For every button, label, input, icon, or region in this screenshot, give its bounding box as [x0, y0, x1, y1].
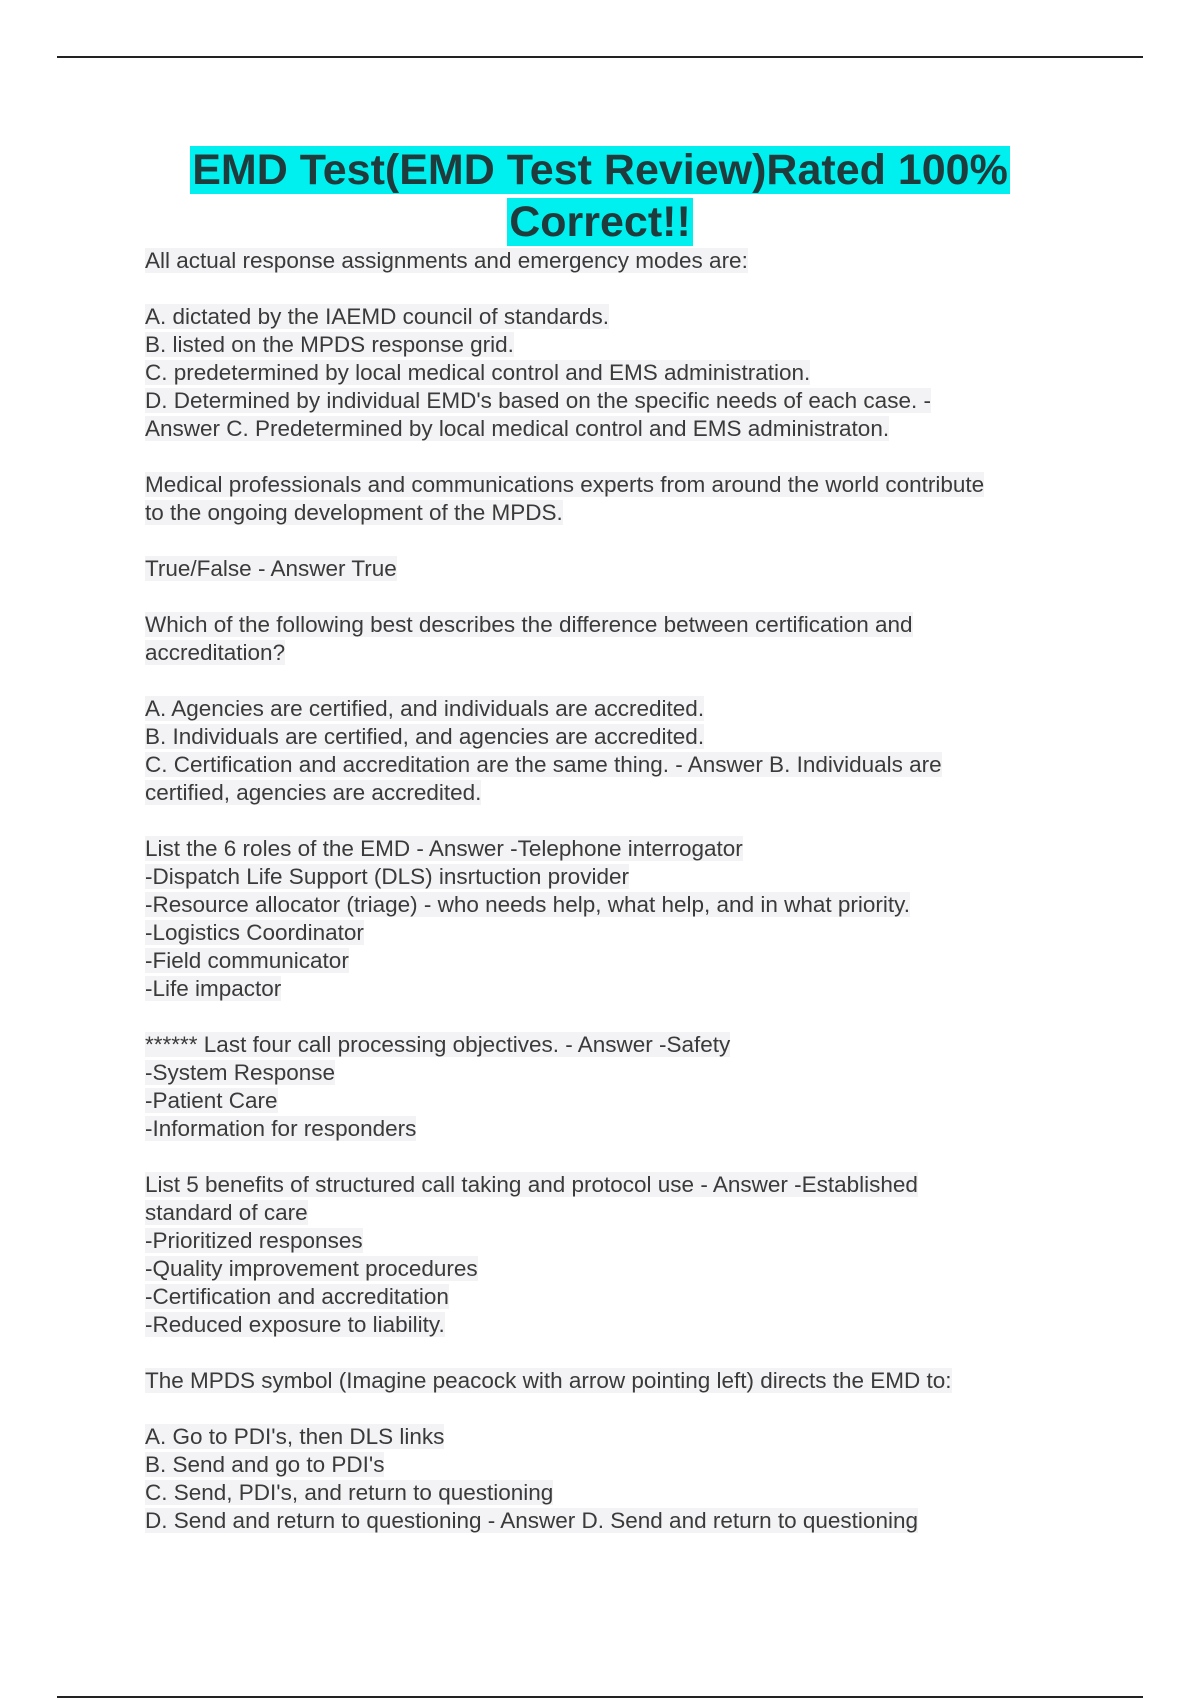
paragraph	[145, 611, 1075, 667]
text-line	[145, 415, 1075, 443]
text-line-content: -Logistics Coordinator	[145, 920, 364, 945]
text-line-content: Which of the following best describes the difference between certification and	[145, 612, 913, 637]
paragraph	[145, 1367, 1075, 1395]
text-line	[145, 751, 1075, 779]
title-line-1: EMD Test(EMD Test Review)Rated 100%	[192, 146, 1008, 194]
text-line-content: The MPDS symbol (Imagine peacock with arrow pointing left) directs the EMD to:	[145, 1368, 952, 1393]
text-line	[145, 779, 1075, 807]
header-rule	[57, 56, 1143, 58]
text-line	[145, 1367, 1075, 1395]
text-line-content: A. Agencies are certified, and individuals are accredited.	[145, 696, 705, 721]
text-line	[145, 387, 1075, 415]
text-line-content: accreditation?	[145, 640, 286, 665]
text-line	[145, 919, 1075, 947]
text-line	[145, 359, 1075, 387]
text-line	[145, 1479, 1075, 1507]
text-line-content: -Reduced exposure to liability.	[145, 1312, 445, 1337]
text-line	[145, 471, 1075, 499]
paragraph	[145, 1031, 1075, 1143]
paragraph	[145, 1171, 1075, 1339]
text-line	[145, 303, 1075, 331]
text-line-content: C. Certification and accreditation are the same thing. - Answer B. Individuals are	[145, 752, 942, 777]
text-line-content: List 5 benefits of structured call taking and protocol use - Answer -Established	[145, 1172, 918, 1197]
text-line	[145, 555, 1075, 583]
text-line-content: -Certification and accreditation	[145, 1284, 449, 1309]
text-line-content: All actual response assignments and emergency modes are:	[145, 248, 748, 273]
text-line	[145, 1423, 1075, 1451]
text-line-content: Answer C. Predetermined by local medical control and EMS administraton.	[145, 416, 890, 441]
document-body	[145, 247, 1075, 1563]
text-line	[145, 975, 1075, 1003]
text-line	[145, 639, 1075, 667]
text-line	[145, 1283, 1075, 1311]
text-line	[145, 1115, 1075, 1143]
text-line	[145, 723, 1075, 751]
paragraph	[145, 303, 1075, 443]
text-line	[145, 1507, 1075, 1535]
text-line-content: -Quality improvement procedures	[145, 1256, 478, 1281]
text-line	[145, 331, 1075, 359]
text-line-content: Medical professionals and communications experts from around the world contribute	[145, 472, 985, 497]
text-line	[145, 891, 1075, 919]
text-line-content: -Prioritized responses	[145, 1228, 363, 1253]
paragraph	[145, 471, 1075, 527]
title-line-2: Correct!!	[509, 198, 691, 246]
text-line	[145, 1031, 1075, 1059]
text-line-content: List the 6 roles of the EMD - Answer -Telephone interrogator	[145, 836, 743, 861]
text-line-content: B. Send and go to PDI's	[145, 1452, 385, 1477]
text-line	[145, 1311, 1075, 1339]
text-line-content: -System Response	[145, 1060, 336, 1085]
text-line	[145, 835, 1075, 863]
text-line-content: -Information for responders	[145, 1116, 417, 1141]
text-line	[145, 247, 1075, 275]
text-line-content: B. listed on the MPDS response grid.	[145, 332, 514, 357]
text-line	[145, 695, 1075, 723]
text-line-content: -Field communicator	[145, 948, 349, 973]
text-line-content: ****** Last four call processing objectives. - Answer -Safety	[145, 1032, 731, 1057]
text-line-content: C. Send, PDI's, and return to questioning	[145, 1480, 554, 1505]
text-line-content: certified, agencies are accredited.	[145, 780, 482, 805]
footer-rule	[57, 1696, 1143, 1698]
text-line-content: -Dispatch Life Support (DLS) insrtuction provider	[145, 864, 629, 889]
paragraph	[145, 555, 1075, 583]
text-line-content: D. Send and return to questioning - Answer D. Send and return to questioning	[145, 1508, 918, 1533]
text-line	[145, 1199, 1075, 1227]
text-line-content: A. Go to PDI's, then DLS links	[145, 1424, 445, 1449]
text-line-content: B. Individuals are certified, and agencies are accredited.	[145, 724, 705, 749]
text-line	[145, 1171, 1075, 1199]
text-line-content: A. dictated by the IAEMD council of standards.	[145, 304, 609, 329]
paragraph	[145, 695, 1075, 807]
text-line-content: -Life impactor	[145, 976, 282, 1001]
text-line	[145, 1255, 1075, 1283]
paragraph	[145, 835, 1075, 1003]
text-line-content: True/False - Answer True	[145, 556, 397, 581]
text-line-content: D. Determined by individual EMD's based on the specific needs of each case. -	[145, 388, 931, 413]
text-line-content: -Patient Care	[145, 1088, 278, 1113]
text-line-content: C. predetermined by local medical control and EMS administration.	[145, 360, 811, 385]
paragraph	[145, 1423, 1075, 1535]
document-title	[0, 144, 1200, 248]
text-line	[145, 947, 1075, 975]
paragraph	[145, 247, 1075, 275]
text-line	[145, 499, 1075, 527]
text-line	[145, 1451, 1075, 1479]
text-line	[145, 1059, 1075, 1087]
text-line-content: -Resource allocator (triage) - who needs help, what help, and in what priority.	[145, 892, 910, 917]
text-line	[145, 863, 1075, 891]
text-line-content: to the ongoing development of the MPDS.	[145, 500, 563, 525]
text-line	[145, 1087, 1075, 1115]
text-line	[145, 611, 1075, 639]
text-line-content: standard of care	[145, 1200, 308, 1225]
text-line	[145, 1227, 1075, 1255]
